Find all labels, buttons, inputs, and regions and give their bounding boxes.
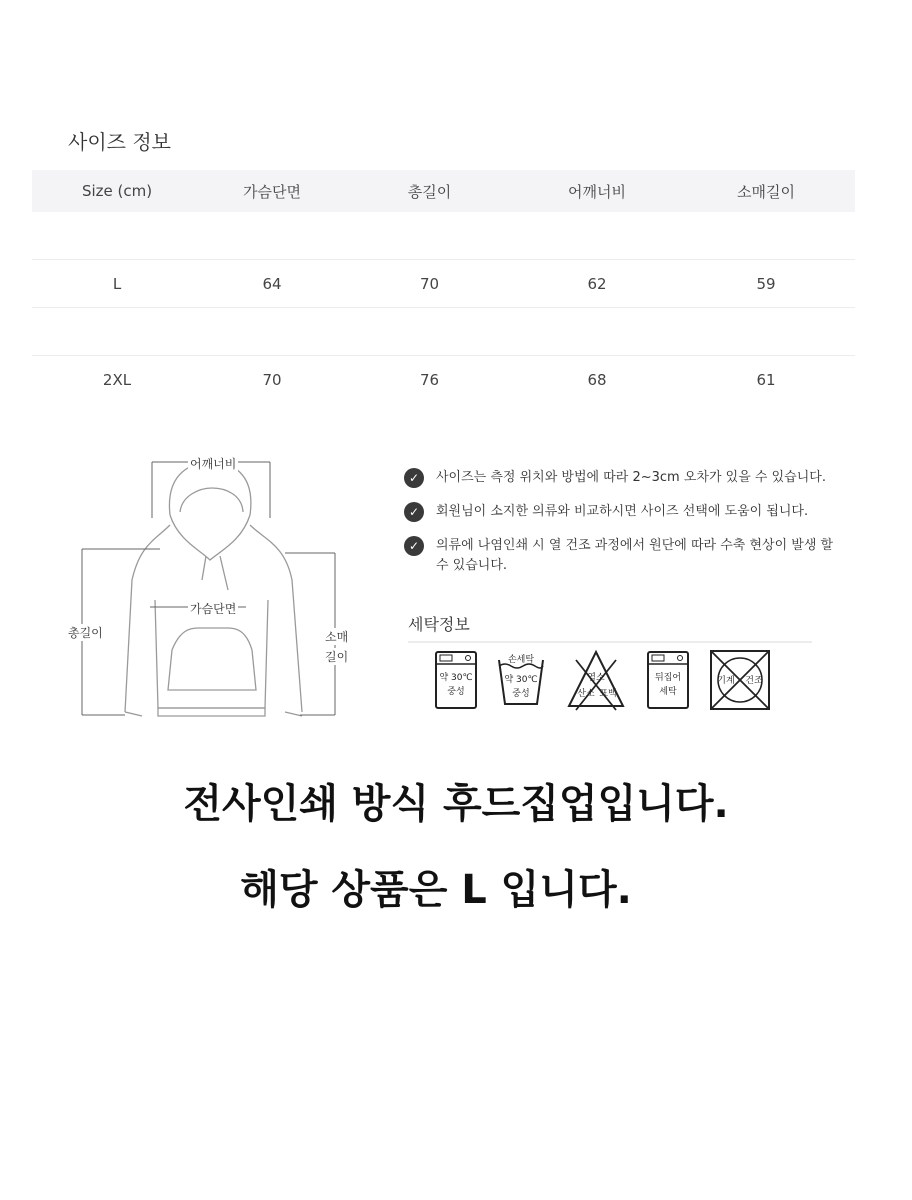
table-cell: 64 — [262, 274, 282, 293]
list-item — [404, 502, 834, 522]
label-shoulder: 어깨너비 — [190, 457, 237, 471]
table-header-row — [32, 170, 855, 212]
no-tumble-dry-icon — [708, 648, 772, 712]
size-table — [32, 170, 855, 403]
check-circle-icon: ✓ — [404, 536, 424, 556]
header-sleeve: 소매길이 — [737, 182, 795, 201]
label-sleeve-1: 소매 — [325, 630, 349, 644]
header-chest: 가슴단면 — [243, 182, 301, 201]
wash-label: 표백 — [599, 689, 617, 699]
wash-label: 손세탁 — [507, 655, 535, 665]
wash-label: 뒤집어 — [654, 673, 682, 683]
header-size: Size (cm) — [81, 182, 153, 200]
table-cell: 61 — [756, 370, 776, 389]
table-row — [32, 260, 855, 308]
table-spacer-row — [32, 212, 855, 260]
table-cell: 70 — [419, 274, 440, 293]
no-bleach-icon — [566, 648, 626, 712]
wash-label: 중성 — [447, 687, 465, 697]
note-text: 회원님이 소지한 의류와 비교하시면 사이즈 선택에 도움이 됩니다. — [436, 504, 809, 519]
wash-icons — [408, 648, 812, 716]
label-chest: 가슴단면 — [190, 602, 237, 616]
table-cell: L — [112, 274, 122, 293]
wash-label: 기계 — [717, 676, 735, 686]
table-cell: 68 — [587, 370, 607, 389]
label-sleeve-2: 길이 — [325, 650, 349, 664]
note-text: 사이즈는 측정 위치와 방법에 따라 2~3cm 오차가 있을 수 있습니다. — [436, 470, 826, 485]
wash-label: 염소 — [587, 673, 605, 683]
headline-line-1: 전사인쇄 방식 후드집업입니다. — [183, 781, 729, 827]
list-item — [404, 536, 834, 576]
machine-wash-30-icon — [434, 648, 478, 712]
wash-label: 약 30℃ — [439, 673, 473, 683]
table-cell: 62 — [587, 274, 607, 293]
list-item — [404, 468, 834, 488]
wash-label: 건조 — [745, 676, 763, 686]
wash-label: 약 30℃ — [504, 675, 538, 685]
check-circle-icon: ✓ — [404, 468, 424, 488]
size-info-title: 사이즈 정보 — [68, 130, 171, 154]
table-cell: 76 — [419, 370, 440, 389]
headline-line-2: 해당 상품은 L 입니다. — [240, 867, 632, 913]
notes-list — [404, 468, 834, 590]
hoodie-diagram — [60, 450, 360, 730]
table-spacer-row — [32, 308, 855, 356]
wash-label: 세탁 — [659, 687, 677, 697]
table-cell: 2XL — [102, 370, 132, 389]
wash-inside-out-icon — [646, 648, 690, 712]
table-cell: 59 — [756, 274, 776, 293]
check-circle-icon: ✓ — [404, 502, 424, 522]
hand-wash-30-icon — [496, 648, 546, 712]
header-shoulder: 어깨너비 — [568, 182, 626, 201]
header-length: 총길이 — [407, 182, 452, 201]
table-cell: 70 — [262, 370, 282, 389]
label-length: 총길이 — [68, 626, 103, 640]
hoodie-outline-icon — [60, 450, 360, 730]
note-text: 의류에 나염인쇄 시 열 건조 과정에서 원단에 따라 수축 현상이 발생 할 수 있습니다. — [436, 538, 834, 573]
wash-label: 중성 — [512, 689, 530, 699]
table-row — [32, 356, 855, 403]
wash-info-title: 세탁정보 — [408, 612, 812, 643]
wash-label: 산소 — [577, 689, 595, 699]
